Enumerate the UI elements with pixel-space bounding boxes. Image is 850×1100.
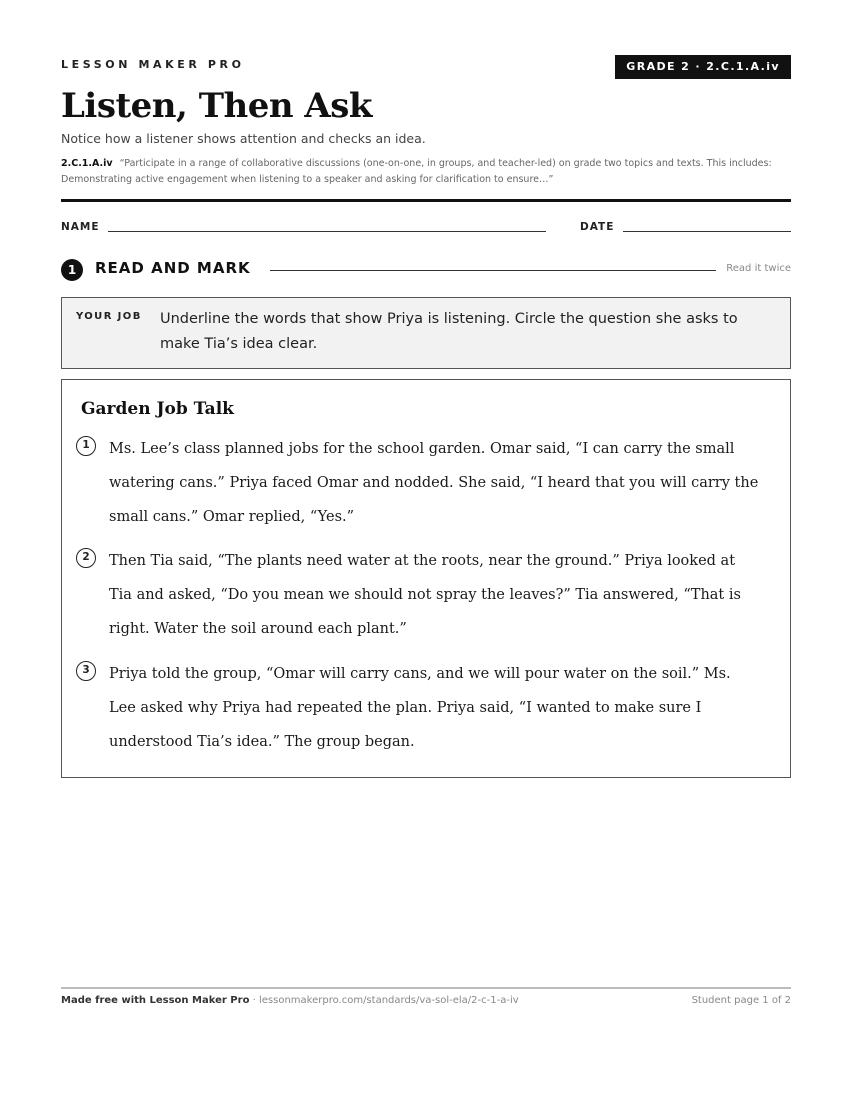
page-subtitle: Notice how a listener shows attention and checks an idea. <box>61 131 426 146</box>
story-paragraph-1: Ms. Lee’s class planned jobs for the school garden. Omar said, “I can carry the small watering cans.” Priya faced Omar and nodded. She said, “I heard that you will carry the small cans.” Omar replied, “Yes.” <box>109 441 759 525</box>
brand-name: LESSON MAKER PRO <box>61 58 245 71</box>
standard-description <box>61 156 791 188</box>
your-job-box <box>61 297 791 369</box>
footer-made-by: Made free with Lesson Maker Pro <box>61 995 250 1006</box>
your-job-instructions: Underline the words that show Priya is listening. Circle the question she asks to make Tia’s idea clear. <box>160 311 738 352</box>
worksheet-page <box>61 0 791 1100</box>
grade-standard-badge: GRADE 2 · 2.C.1.A.iv <box>615 55 791 79</box>
your-job-label: YOUR JOB <box>76 311 142 322</box>
standard-code: 2.C.1.A.iv <box>61 158 113 169</box>
paragraph-number-2: 2 <box>76 548 96 568</box>
section-divider <box>270 270 716 271</box>
header-divider <box>61 199 791 202</box>
story-box <box>61 379 791 778</box>
paragraph-number-3: 3 <box>76 661 96 681</box>
section-number-badge: 1 <box>61 259 83 281</box>
section-note: Read it twice <box>726 263 791 274</box>
date-field[interactable] <box>623 231 791 232</box>
story-paragraph-3: Priya told the group, “Omar will carry cans, and we will pour water on the soil.” Ms. Lee asked why Priya had repeated the plan. Priya said, “I wanted to make sure I understood Tia’s idea.” The group began. <box>109 666 731 750</box>
story-title: Garden Job Talk <box>81 399 234 419</box>
section-title: READ AND MARK <box>95 259 251 277</box>
footer-credit <box>61 995 519 1006</box>
name-label: NAME <box>61 221 100 233</box>
standard-text: “Participate in a range of collaborative discussions (one-on-one, in groups, and teacher-led) on grade two topics and texts. This includes: Demonstrating active engagement when listening to a speaker and asking for clarification to ensure…” <box>61 158 772 185</box>
paragraph-number-1: 1 <box>76 436 96 456</box>
name-field[interactable] <box>108 231 546 232</box>
footer-page-number: Student page 1 of 2 <box>691 995 791 1006</box>
date-label: DATE <box>580 221 615 233</box>
page-title: Listen, Then Ask <box>61 86 372 126</box>
footer-divider <box>61 987 791 989</box>
footer-url[interactable]: · lessonmakerpro.com/standards/va-sol-ela/2-c-1-a-iv <box>249 995 519 1006</box>
story-paragraph-2: Then Tia said, “The plants need water at the roots, near the ground.” Priya looked at Tia and asked, “Do you mean we should not spray the leaves?” Tia answered, “That is right. Water the soil around each plant.” <box>109 553 741 637</box>
